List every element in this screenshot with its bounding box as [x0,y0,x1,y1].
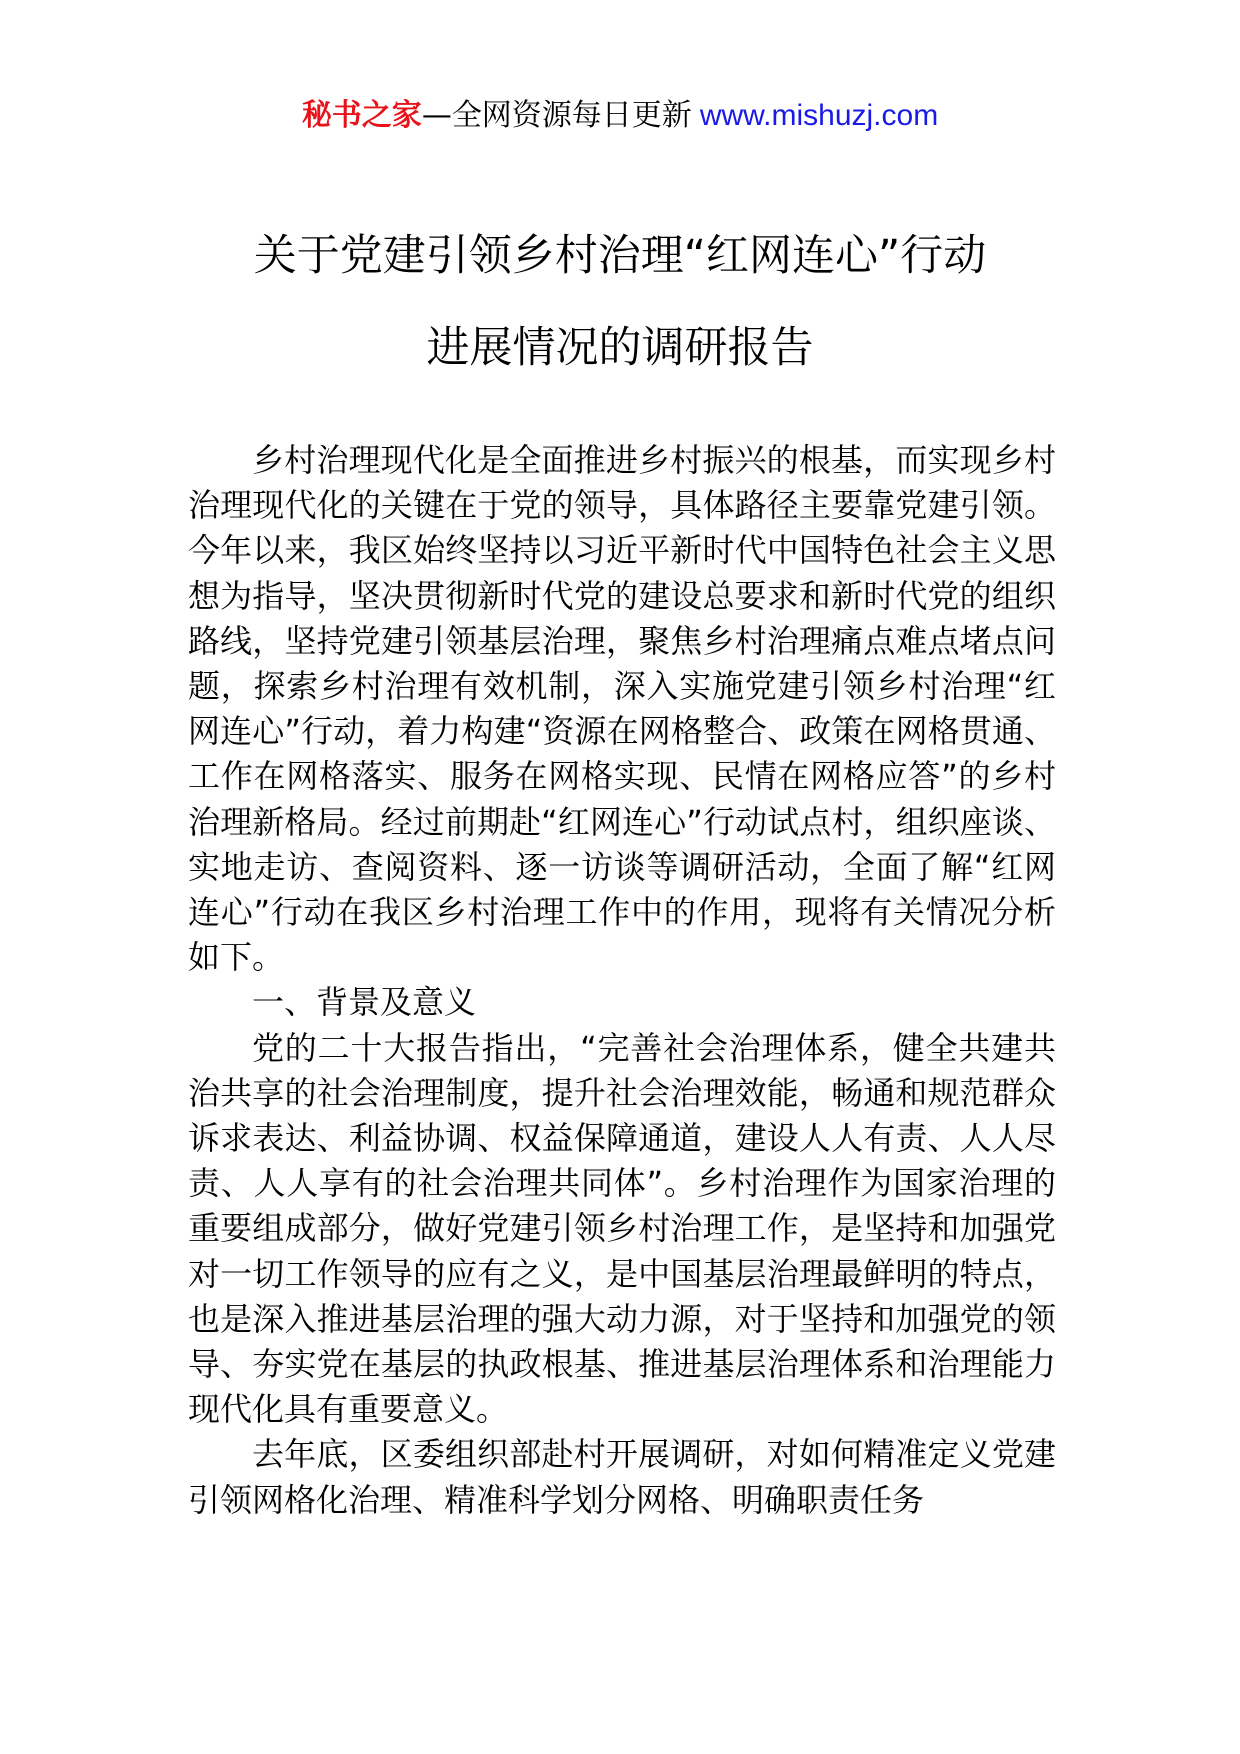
document-title-line-2: 进展情况的调研报告 [426,323,814,373]
document-title-line-1: 关于党建引领乡村治理“红网连心”行动 [253,231,987,281]
paragraph-background: 党的二十大报告指出，“完善社会治理体系，健全共建共治共享的社会治理制度，提升社会治理效能，畅通和规范群众诉求表达、利益协调、权益保障通道，建设人人有责、人人尽责、人人享有的社会治理共同体”。乡村治理作为国家治理的重要组成部分，做好党建引领乡村治理工作，是坚持和加强党对一切工作领导的应有之义，是中国基层治理最鲜明的特点，也是深入推进基层治理的强大动力源，对于坚持和加强党的领导、夯实党在基层的执政根基、推进基层治理体系和治理能力现代化具有重要意义。 [188,1028,1056,1429]
document-body [188,438,1056,1523]
site-tagline: —全网资源每日更新 [421,98,692,133]
paragraph-investigation: 去年底，区委组织部赴村开展调研，对如何精准定义党建引领网格化治理、精准科学划分网格、明确职责任务 [188,1435,1056,1519]
paragraph-introduction: 乡村治理现代化是全面推进乡村振兴的根基，而实现乡村治理现代化的关键在于党的领导，具体路径主要靠党建引领。今年以来，我区始终坚持以习近平新时代中国特色社会主义思想为指导，坚决贯彻新时代党的建设总要求和新时代党的组织路线，坚持党建引领基层治理，聚焦乡村治理痛点难点堵点问题，探索乡村治理有效机制，深入实施党建引领乡村治理“红网连心”行动，着力构建“资源在网格整合、政策在网格贯通、工作在网格落实、服务在网格实现、民情在网格应答”的乡村治理新格局。经过前期赴“红网连心”行动试点村，组织座谈、实地走访、查阅资料、逐一访谈等调研活动，全面了解“红网连心”行动在我区乡村治理工作中的作用，现将有关情况分析如下。 [188,441,1056,977]
site-header [0,96,1240,136]
site-brand: 秘书之家 [301,98,422,133]
site-url-link[interactable]: www.mishuzj.com [699,99,939,132]
section-heading-background: 一、背景及意义 [252,983,477,1022]
